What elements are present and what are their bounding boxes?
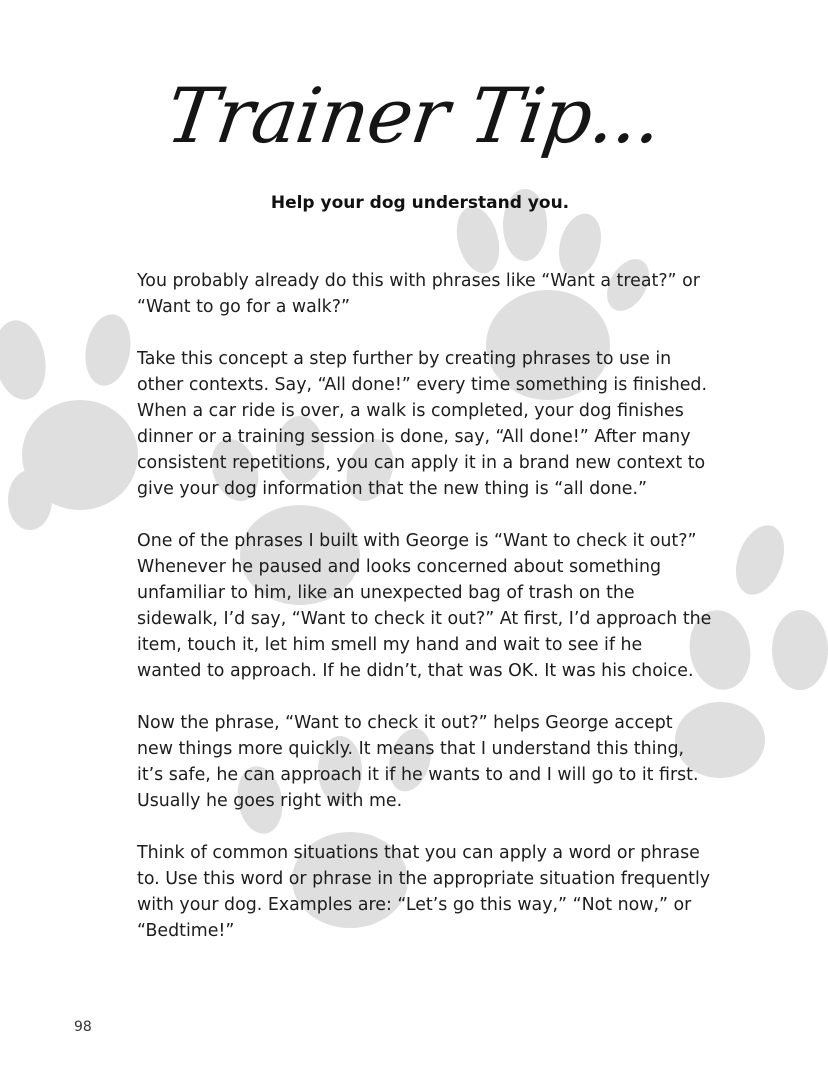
page-number: 98 <box>74 1019 92 1035</box>
paw-print-left-icon <box>0 311 138 530</box>
paragraph-5: Think of common situations that you can apply a word or phrase to. Use this word or phrase in the appropriate situation frequently with your dog. Examples are: “Let’s go this way,” “Not now,” or “Bedtime!” <box>137 843 711 941</box>
page-title: Trainer Tip... <box>161 71 667 160</box>
body-text <box>137 268 712 970</box>
page-subtitle: Help your dog understand you. <box>270 193 570 213</box>
paragraph-2: Take this concept a step further by creating phrases to use in other contexts. Say, “All done!” every time something is finished. When a car ride is over, a walk is completed, your dog finishes dinner or a training session is done, say, “All done!” After many consistent repetitions, you can apply it in a brand new context to give your dog information that the new thing is “all done.” <box>137 349 707 499</box>
paragraph-3: One of the phrases I built with George is “Want to check it out?” Whenever he paused and looks concerned about something unfamiliar to him, like an unexpected bag of trash on the sidewalk, I’d say, “Want to check it out?” At first, I’d approach the item, touch it, let him smell my hand and wait to see if he wanted to approach. If he didn’t, that was OK. It was his choice. <box>137 531 712 681</box>
paragraph-1: You probably already do this with phrases like “Want a treat?” or “Want to go for a walk?” <box>137 271 700 317</box>
paragraph-4: Now the phrase, “Want to check it out?” helps George accept new things more quickly. It means that I understand this thing, it’s safe, he can approach it if he wants to and I will go to it first. Usually he goes right with me. <box>137 713 699 811</box>
